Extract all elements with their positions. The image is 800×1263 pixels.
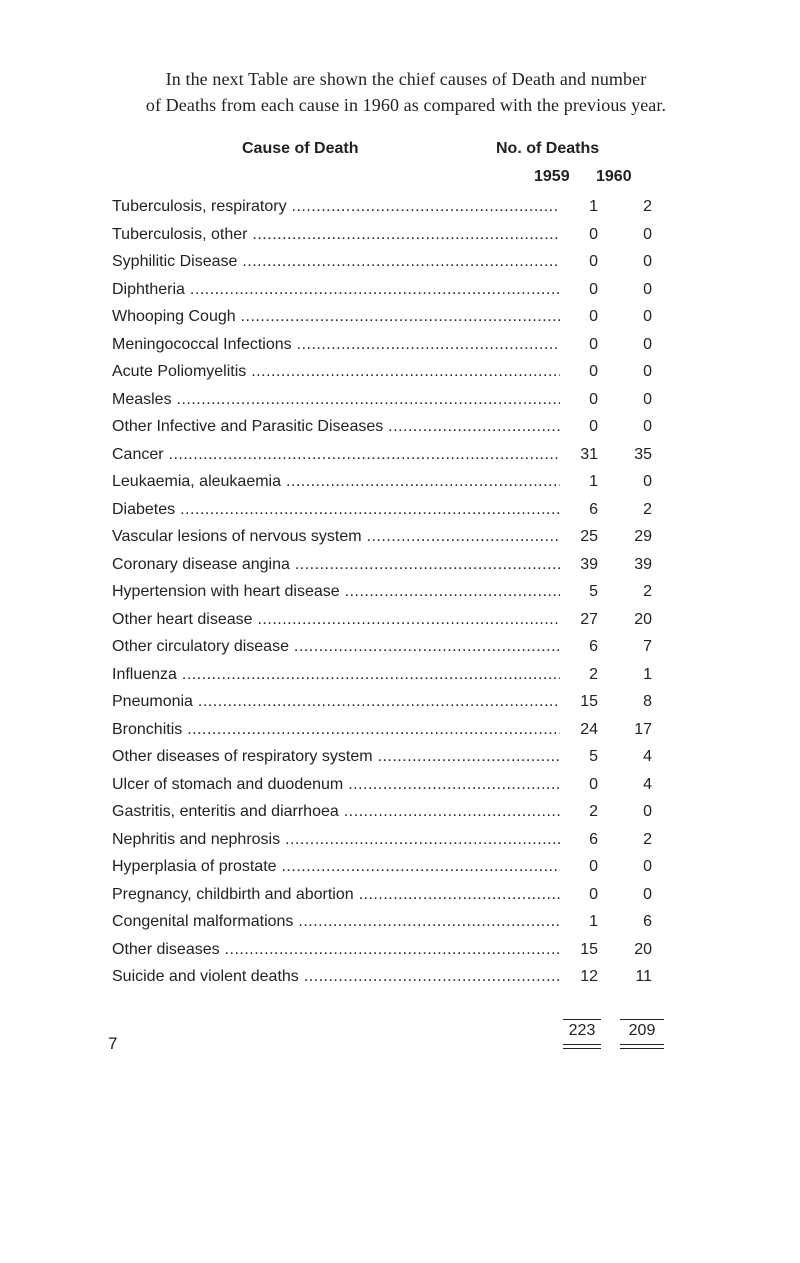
table-row (112, 441, 672, 469)
deaths-1960: 20 (634, 610, 652, 628)
causes-of-death-table (112, 193, 672, 991)
deaths-1960: 39 (634, 555, 652, 573)
table-row (112, 853, 672, 881)
deaths-1959: 0 (589, 225, 598, 243)
deaths-1959: 5 (589, 583, 598, 600)
deaths-1959: 12 (580, 968, 598, 985)
table-row (112, 936, 672, 964)
deaths-1959: 31 (580, 445, 598, 463)
deaths-1960: 2 (643, 583, 652, 600)
deaths-1959: 0 (589, 390, 598, 408)
table-row (112, 963, 672, 991)
deaths-1960: 6 (643, 913, 652, 930)
cause-label: Tuberculosis, respiratory ..... (112, 193, 560, 221)
cause-label: Nephritis and nephrosis ..... (112, 826, 560, 854)
cause-label: Syphilitic Disease ..... (112, 248, 560, 276)
totals-row (112, 1019, 672, 1059)
cause-label: Meningococcal Infections ..... (112, 331, 560, 359)
cause-label: Other heart disease ..... (112, 606, 560, 634)
deaths-1960: 0 (643, 335, 652, 353)
cause-label: Other circulatory disease ..... (112, 633, 560, 661)
table-row (112, 908, 672, 936)
table-row (112, 798, 672, 826)
table-row (112, 688, 672, 716)
cause-label: Other diseases of respiratory system ..... (112, 743, 560, 771)
deaths-1959: 0 (589, 280, 598, 298)
table-row (112, 358, 672, 386)
cause-label: Diphtheria ..... (112, 276, 560, 304)
table-row (112, 771, 672, 799)
table-row (112, 716, 672, 744)
deaths-1960: 8 (643, 693, 652, 710)
deaths-1959: 6 (589, 500, 598, 518)
deaths-1959: 6 (589, 638, 598, 655)
deaths-1960: 0 (643, 390, 652, 408)
cause-label: Acute Poliomyelitis ..... (112, 358, 560, 386)
deaths-1959: 0 (589, 858, 598, 875)
deaths-1959: 5 (589, 748, 598, 765)
total-1960: 209 (620, 1019, 664, 1042)
deaths-1959: 0 (589, 418, 598, 435)
table-row (112, 386, 672, 414)
intro-paragraph (56, 66, 756, 118)
total-1959: 223 (563, 1019, 601, 1042)
deaths-1959: 2 (589, 803, 598, 820)
table-row (112, 826, 672, 854)
cause-label: Congenital malformations ..... (112, 908, 560, 936)
deaths-1959: 0 (589, 363, 598, 380)
deaths-1960: 0 (643, 363, 652, 380)
deaths-1960: 0 (643, 280, 652, 298)
deaths-1960: 0 (643, 225, 652, 243)
deaths-1960: 4 (643, 748, 652, 765)
double-rule-1960 (620, 1044, 664, 1049)
deaths-1960: 1 (643, 665, 652, 683)
deaths-1960: 0 (643, 803, 652, 820)
deaths-1959: 0 (589, 308, 598, 325)
cause-label: Whooping Cough ..... (112, 303, 560, 331)
table-row (112, 633, 672, 661)
deaths-1959: 24 (580, 720, 598, 738)
deaths-1959: 0 (589, 335, 598, 353)
deaths-1960: 7 (643, 638, 652, 655)
deaths-1959: 1 (589, 198, 598, 215)
cause-label: Cancer ..... (112, 441, 560, 469)
deaths-1960: 0 (643, 253, 652, 270)
table-row (112, 523, 672, 551)
deaths-1960: 4 (643, 775, 652, 793)
cause-label: Influenza ..... (112, 661, 560, 689)
cause-label: Bronchitis ..... (112, 716, 560, 744)
deaths-1960: 0 (643, 308, 652, 325)
deaths-1959: 25 (580, 528, 598, 545)
deaths-1960: 11 (635, 968, 652, 985)
deaths-1959: 1 (589, 473, 598, 490)
cause-label: Pneumonia ..... (112, 688, 560, 716)
table-row (112, 468, 672, 496)
intro-line-1: In the next Table are shown the chief causes of Death and number (165, 69, 647, 89)
cause-label: Hypertension with heart disease ..... (112, 578, 560, 606)
page-number: 7 (108, 1034, 118, 1053)
deaths-1959: 6 (589, 830, 598, 848)
cause-label: Hyperplasia of prostate ..... (112, 853, 560, 881)
cause-label: Leukaemia, aleukaemia ..... (112, 468, 560, 496)
cause-label: Gastritis, enteritis and diarrhoea ..... (112, 798, 560, 826)
deaths-1959: 15 (580, 693, 598, 710)
table-row (112, 743, 672, 771)
deaths-1959: 15 (580, 940, 598, 958)
deaths-1959: 0 (589, 775, 598, 793)
table-row (112, 221, 672, 249)
deaths-1959: 27 (580, 610, 598, 628)
cause-label: Pregnancy, childbirth and abortion ..... (112, 881, 560, 909)
deaths-1960: 2 (643, 198, 652, 215)
deaths-1959: 39 (580, 555, 598, 573)
cause-label: Tuberculosis, other ..... (112, 221, 560, 249)
header-year-1960: 1960 (596, 168, 632, 185)
deaths-1960: 20 (634, 940, 652, 958)
deaths-1960: 0 (643, 473, 652, 490)
deaths-1960: 0 (643, 885, 652, 903)
table-row (112, 606, 672, 634)
header-year-1959: 1959 (534, 168, 570, 185)
deaths-1959: 0 (589, 253, 598, 270)
deaths-1960: 0 (643, 858, 652, 875)
deaths-1960: 35 (634, 445, 652, 463)
cause-label: Coronary disease angina ..... (112, 551, 560, 579)
table-row (112, 496, 672, 524)
deaths-1959: 2 (589, 665, 598, 683)
deaths-1960: 0 (643, 418, 652, 435)
header-cause-of-death: Cause of Death (242, 140, 359, 157)
table-row (112, 578, 672, 606)
cause-label: Ulcer of stomach and duodenum ..... (112, 771, 560, 799)
header-no-of-deaths: No. of Deaths (496, 140, 600, 157)
deaths-1959: 0 (589, 885, 598, 903)
cause-label: Suicide and violent deaths ..... (112, 963, 560, 991)
deaths-1960: 2 (643, 500, 652, 518)
table-row (112, 661, 672, 689)
cause-label: Other diseases ..... (112, 936, 560, 964)
deaths-1960: 29 (634, 528, 652, 545)
cause-label: Other Infective and Parasitic Diseases ..... (112, 413, 560, 441)
table-row (112, 193, 672, 221)
table-row (112, 331, 672, 359)
cause-label: Measles ..... (112, 386, 560, 414)
table-row (112, 413, 672, 441)
deaths-1960: 2 (643, 830, 652, 848)
table-row (112, 248, 672, 276)
table-row (112, 276, 672, 304)
table-row (112, 881, 672, 909)
cause-label: Diabetes ..... (112, 496, 560, 524)
intro-line-2: of Deaths from each cause in 1960 as compared with the previous year. (145, 95, 667, 115)
deaths-1960: 17 (634, 720, 652, 738)
deaths-1959: 1 (589, 913, 598, 930)
table-row (112, 303, 672, 331)
double-rule-1959 (563, 1044, 601, 1049)
cause-label: Vascular lesions of nervous system ..... (112, 523, 560, 551)
table-row (112, 551, 672, 579)
